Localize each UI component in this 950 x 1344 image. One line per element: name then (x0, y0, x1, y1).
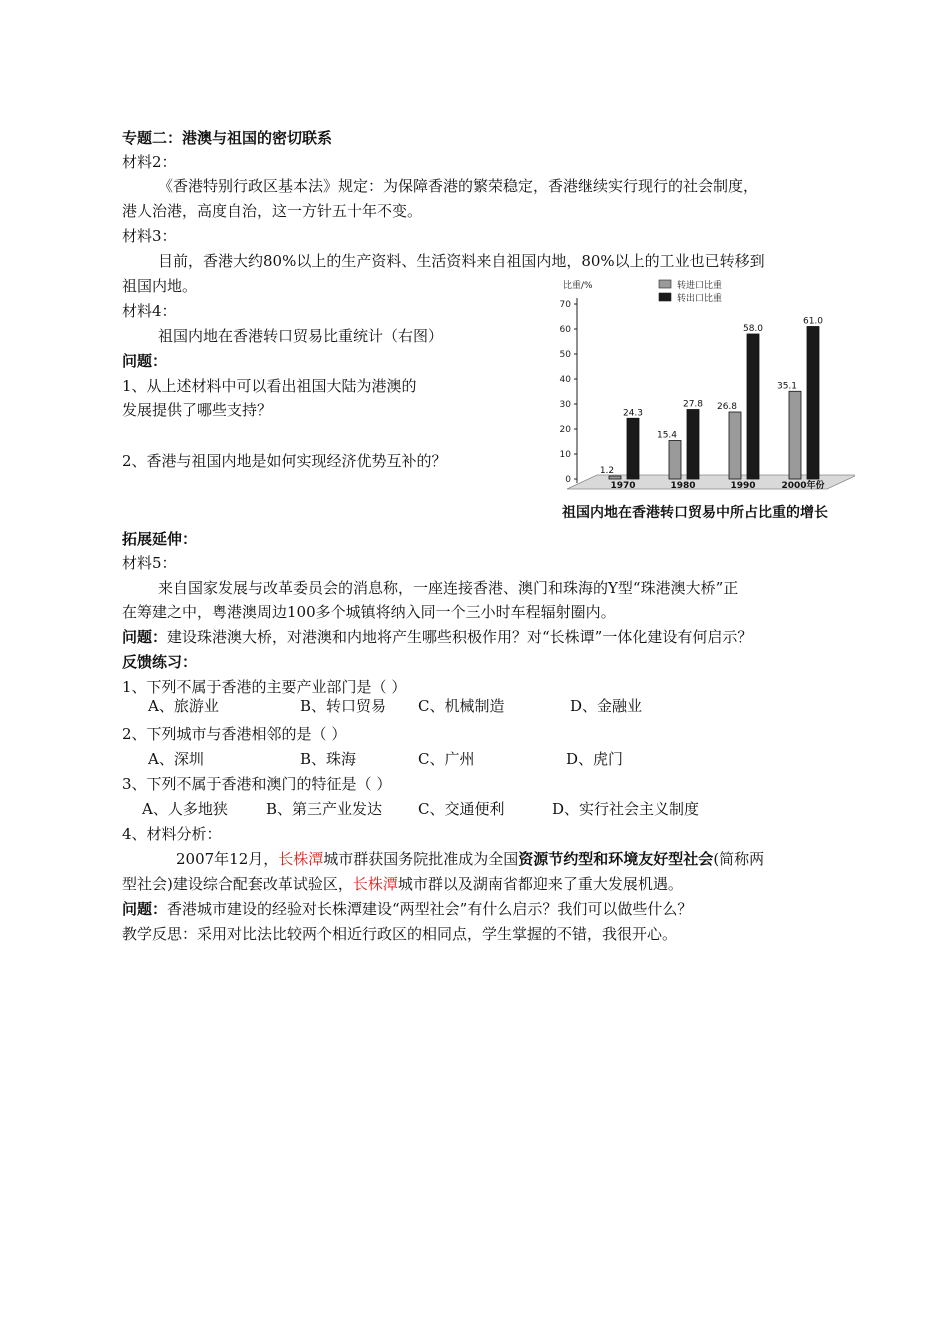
extension-title: 拓展延伸： (122, 530, 198, 548)
bar (747, 334, 759, 479)
q4-question-label: 问题： (122, 900, 168, 918)
bar (687, 410, 699, 480)
feedback-question-3: 3、下列不属于香港和澳门的特征是（ ） (122, 775, 392, 793)
y-tick-label: 10 (559, 450, 571, 460)
bar-value-label: 58.0 (742, 324, 764, 334)
y-tick-label: 0 (565, 475, 571, 485)
feedback-title: 反馈练习： (122, 653, 198, 671)
q4-bold-1: 资源节约型和环境友好型社会 (518, 850, 714, 868)
bar (807, 327, 819, 480)
q3-option-b: B、第三产业发达 (266, 800, 383, 818)
feedback-question-4: 4、材料分析： (122, 825, 222, 843)
q2-option-b: B、珠海 (300, 750, 357, 768)
legend-label: 转出口比重 (677, 294, 723, 304)
trade-share-chart (535, 274, 855, 528)
q4-text-2b: 城市群以及湖南省都迎来了重大发展机遇。 (397, 875, 683, 893)
y-tick-label: 70 (559, 300, 571, 310)
bar-value-label: 61.0 (802, 316, 824, 327)
y-tick-label: 50 (559, 350, 571, 360)
extension-question (122, 625, 752, 649)
legend-label: 转进口比重 (677, 281, 723, 291)
bar-value-label: 24.3 (622, 408, 644, 419)
q4-highlight-2: 长株潭 (352, 875, 398, 893)
material-4-text: 祖国内地在香港转口贸易比重统计（右图） (158, 327, 444, 345)
q4-material-line1 (176, 847, 764, 871)
bar (789, 391, 801, 479)
legend-swatch (659, 293, 671, 301)
bar (729, 412, 741, 479)
q2-option-d: D、虎门 (566, 750, 624, 768)
bar-value-label: 1.2 (599, 466, 615, 476)
y-tick-label: 60 (559, 325, 571, 335)
material-2-text-line2: 港人治港，高度自治，这一方针五十年不变。 (122, 202, 423, 220)
q3-option-d: D、实行社会主义制度 (552, 800, 700, 818)
y-tick-label: 40 (559, 375, 571, 385)
extension-question-label: 问题： (122, 628, 168, 646)
material-3-label: 材料3： (122, 227, 177, 245)
material-4-label: 材料4： (122, 302, 177, 320)
question-2: 2、香港与祖国内地是如何实现经济优势互补的？ (122, 452, 447, 470)
material-2-text-line1: 《香港特别行政区基本法》规定：为保障香港的繁荣稳定，香港继续实行现行的社会制度， (158, 177, 759, 195)
feedback-question-1: 1、下列不属于香港的主要产业部门是（ ） (122, 678, 407, 696)
material-3-text-line2: 祖国内地。 (122, 277, 198, 295)
q4-text-1c: (简称两 (713, 850, 765, 868)
y-tick-label: 30 (559, 400, 571, 410)
material-2-label: 材料2： (122, 153, 177, 171)
material-3-text-line1: 目前，香港大约80%以上的生产资料、生活资料来自祖国内地，80%以上的工业也已转移到 (158, 252, 765, 270)
q4-text-1b: 城市群获国务院批准成为全国 (323, 850, 519, 868)
x-tick-label: 2000年份 (781, 481, 825, 491)
q2-option-a: A、深圳 (148, 750, 204, 768)
bar-chart-svg (535, 274, 855, 500)
material-5-text-line1: 来自国家发展与改革委员会的消息称，一座连接香港、澳门和珠海的Y型“珠港澳大桥”正 (158, 579, 739, 597)
q2-option-c: C、广州 (418, 750, 475, 768)
q3-option-c: C、交通便利 (418, 800, 505, 818)
bar-value-label: 15.4 (656, 430, 678, 441)
bar-value-label: 26.8 (716, 402, 738, 412)
q4-question-text: 香港城市建设的经验对长株潭建设“两型社会”有什么启示？我们可以做些什么？ (167, 900, 693, 918)
q1-option-d: D、金融业 (570, 697, 643, 715)
topic-title: 专题二：港澳与祖国的密切联系 (122, 129, 333, 147)
bar (669, 441, 681, 480)
q1-option-a: A、旅游业 (148, 697, 219, 715)
bar (627, 418, 639, 479)
question-1-line1: 1、从上述材料中可以看出祖国大陆为港澳的 (122, 377, 417, 395)
q3-option-a: A、人多地狭 (142, 800, 228, 818)
questions-label: 问题： (122, 352, 168, 370)
bar-value-label: 35.1 (776, 381, 798, 392)
q4-text-2a: 型社会)建设综合配套改革试验区， (122, 875, 353, 893)
q4-text-1a: 2007年12月， (176, 850, 279, 868)
extension-question-text: 建设珠港澳大桥，对港澳和内地将产生哪些积极作用？对“长株谭”一体化建设有何启示？ (167, 628, 753, 646)
q1-option-c: C、机械制造 (418, 697, 505, 715)
x-tick-label: 1980 (670, 481, 696, 491)
q1-option-b: B、转口贸易 (300, 697, 387, 715)
x-tick-label: 1990 (730, 481, 756, 491)
q4-question (122, 897, 692, 921)
material-5-label: 材料5： (122, 554, 177, 572)
bar-value-label: 27.8 (682, 399, 704, 410)
chart-caption: 祖国内地在香港转口贸易中所占比重的增长 (562, 505, 828, 521)
legend-swatch (659, 280, 671, 288)
x-tick-label: 1970 (610, 481, 636, 491)
y-axis-label: 比重/% (563, 281, 593, 291)
y-tick-label: 20 (559, 425, 571, 435)
bar (609, 476, 621, 479)
material-5-text-line2: 在筹建之中，粤港澳周边100多个城镇将纳入同一个三小时车程辐射圈内。 (122, 603, 616, 621)
q4-highlight-1: 长株潭 (278, 850, 324, 868)
q4-material-line2 (122, 872, 683, 896)
question-1-line2: 发展提供了哪些支持？ (122, 401, 273, 419)
teaching-reflection: 教学反思：采用对比法比较两个相近行政区的相同点，学生掌握的不错，我很开心。 (122, 925, 678, 943)
feedback-question-2: 2、下列城市与香港相邻的是（ ） (122, 725, 347, 743)
